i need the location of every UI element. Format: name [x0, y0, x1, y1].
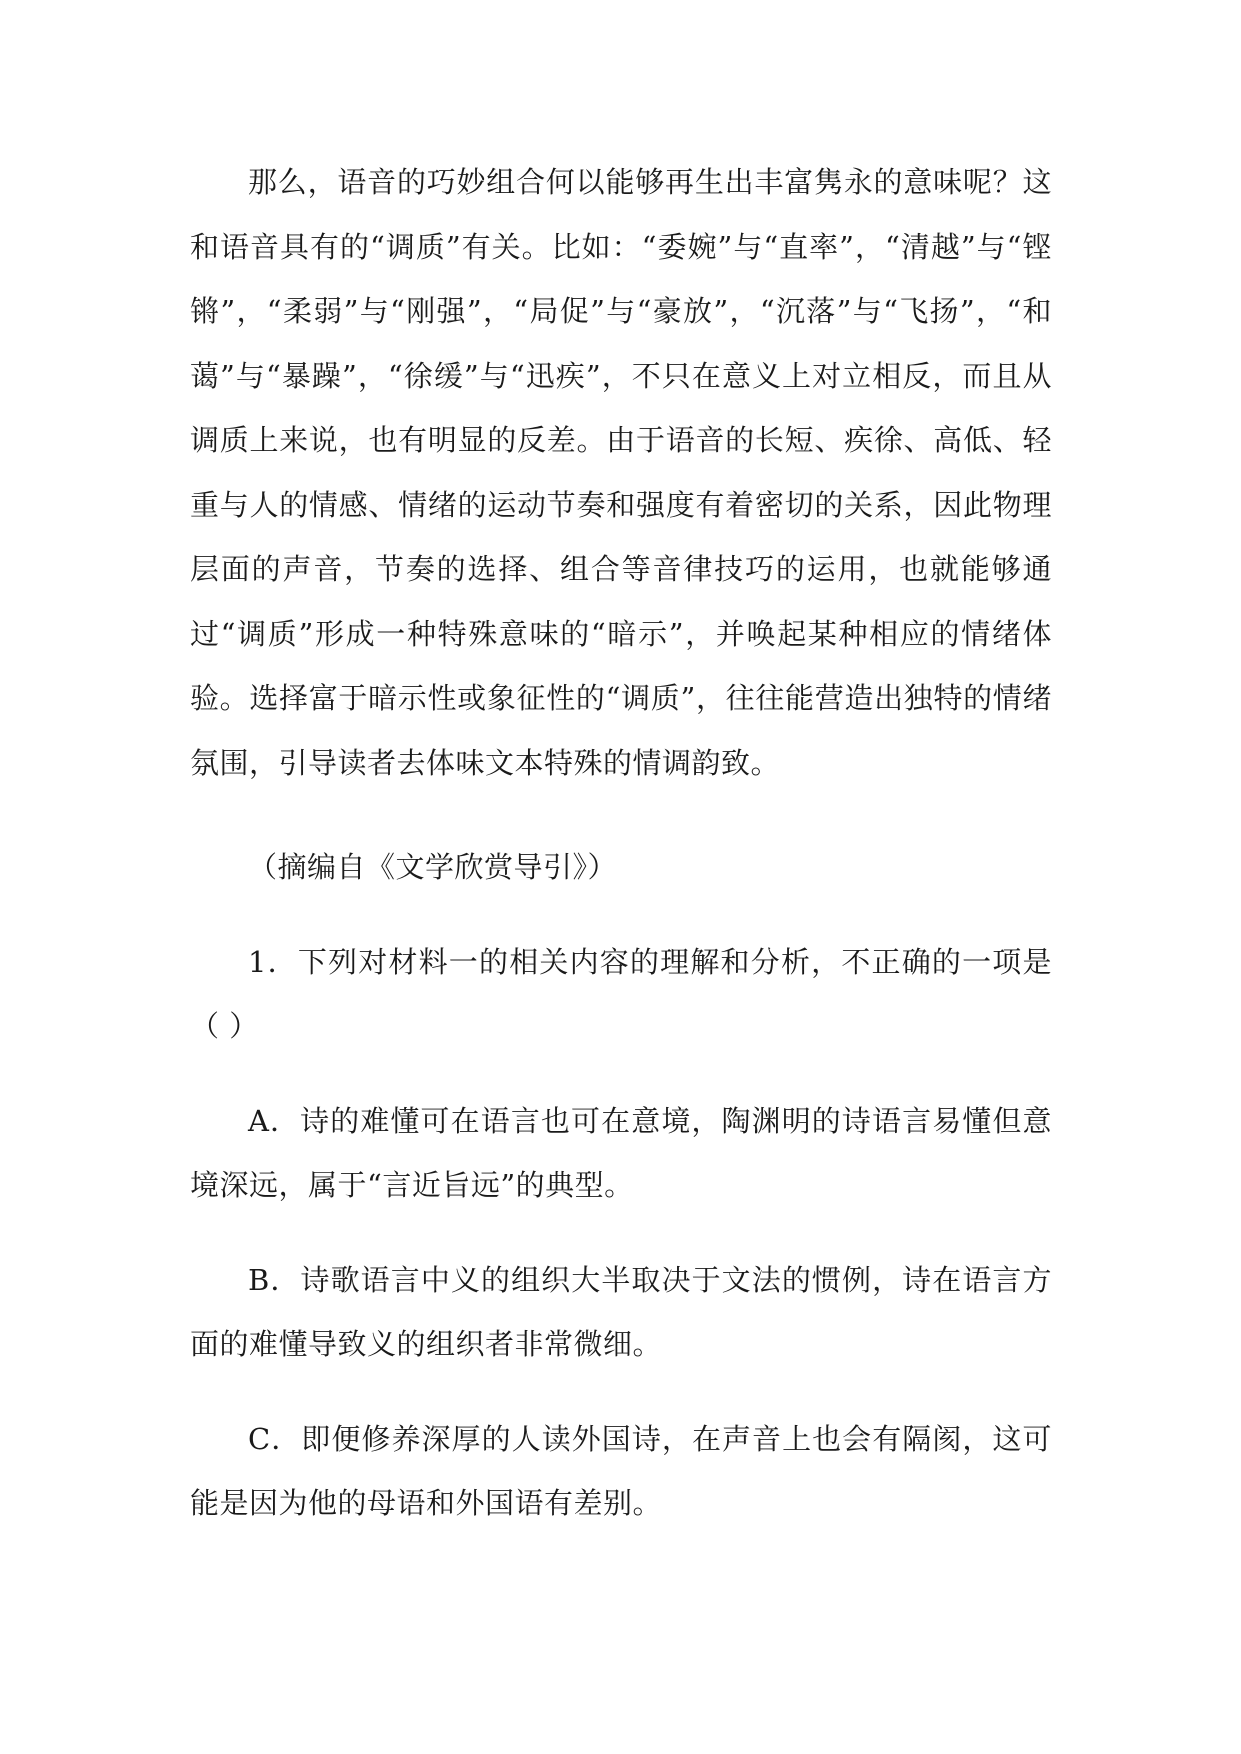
source-citation: （摘编自《文学欣赏导引》） [248, 850, 618, 884]
option-a: A．诗的难懂可在语言也可在意境，陶渊明的诗语言易懂但意境深远，属于“言近旨远”的典型。 [190, 1103, 1052, 1202]
main-paragraph: 那么，语音的巧妙组合何以能够再生出丰富隽永的意味呢？这和语音具有的“调质”有关。比如：“委婉”与“直率”，“清越”与“铿锵”，“柔弱”与“刚强”，“局促”与“豪放”，“沉落”与“飞扬”，“和蔼”与“暴躁”，“徐缓”与“迅疾”，不只在意义上对立相反，而且从调质上来说，也有明显的反差。由于语音的长短、疾徐、高低、轻重与人的情感、情绪的运动节奏和强度有着密切的关系，因此物理层面的声音，节奏的选择、组合等音律技巧的运用，也就能够通过“调质”形成一种特殊意味的“暗示”，并唤起某种相应的情绪体验。选择富于暗示性或象征性的“调质”，往往能营造出独特的情绪氛围，引导读者去体味文本特殊的情调韵致。 [190, 165, 1052, 780]
document-body [190, 150, 1052, 1536]
option-c: C．即便修养深厚的人读外国诗，在声音上也会有隔阂，这可能是因为他的母语和外国语有差别。 [190, 1421, 1052, 1520]
question-1-stem: 1．下列对材料一的相关内容的理解和分析，不正确的一项是（ ） [190, 944, 1052, 1043]
option-b: B．诗歌语言中义的组织大半取决于文法的惯例，诗在语言方面的难懂导致义的组织者非常微细。 [190, 1262, 1052, 1361]
